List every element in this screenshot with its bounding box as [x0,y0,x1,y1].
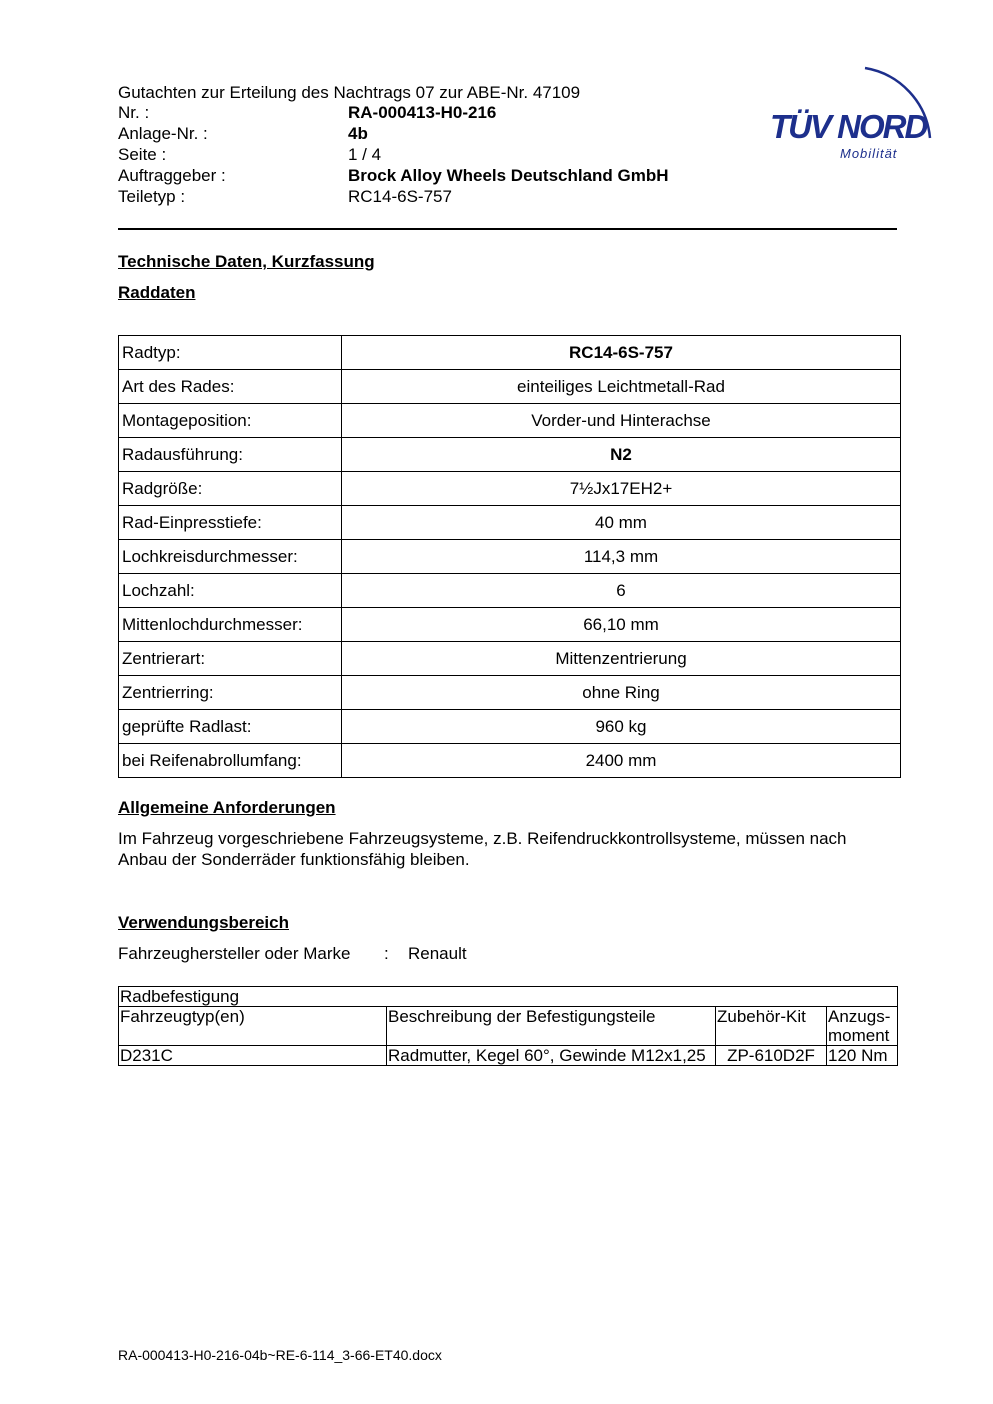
table-row [119,506,901,540]
header-value: Brock Alloy Wheels Deutschland GmbH [348,166,669,185]
raddaten-label: Rad-Einpresstiefe: [119,506,342,540]
section-heading-general: Allgemeine Anforderungen [118,798,336,817]
table-cell: 120 Nm [827,1046,898,1066]
header-value: RA-000413-H0-216 [348,103,497,122]
table-cell: ZP-610D2F [716,1046,827,1066]
raddaten-value: Mittenzentrierung [342,642,901,676]
header-value: RC14-6S-757 [348,187,452,206]
table-cell: D231C [119,1046,387,1066]
table-row [119,336,901,370]
section-heading-raddaten: Raddaten [118,283,196,302]
raddaten-label: Lochkreisdurchmesser: [119,540,342,574]
header-label: Teiletyp : [118,187,186,206]
table-row [119,370,901,404]
tuv-nord-logo [770,60,945,170]
column-header: Fahrzeugtyp(en) [119,1007,387,1046]
raddaten-label: Art des Rades: [119,370,342,404]
raddaten-label: Lochzahl: [119,574,342,608]
header-row-anlage [118,123,669,144]
manufacturer-separator: : [384,944,389,963]
header-row-seite [118,144,669,165]
raddaten-label: Mittenlochdurchmesser: [119,608,342,642]
column-header: Beschreibung der Befestigungsteile [387,1007,716,1046]
raddaten-label: geprüfte Radlast: [119,710,342,744]
raddaten-value: ohne Ring [342,676,901,710]
manufacturer-value: Renault [408,944,467,963]
raddaten-table [118,335,901,778]
table-row [119,642,901,676]
table-cell: Radmutter, Kegel 60°, Gewinde M12x1,25 [387,1046,716,1066]
header-row-teiletyp [118,186,669,207]
footer-filename: RA-000413-H0-216-04b~RE-6-114_3-66-ET40.docx [118,1347,442,1363]
table-row [119,404,901,438]
raddaten-label: Montageposition: [119,404,342,438]
raddaten-value: 960 kg [342,710,901,744]
raddaten-value: Vorder-und Hinterachse [342,404,901,438]
table-row [119,676,901,710]
raddaten-value: 66,10 mm [342,608,901,642]
raddaten-label: Zentrierart: [119,642,342,676]
header-label: Nr. : [118,103,150,122]
table-row [119,710,901,744]
header-label: Seite : [118,145,167,164]
table-row [119,438,901,472]
raddaten-value: 2400 mm [342,744,901,778]
header-fields [118,102,669,207]
raddaten-value: 6 [342,574,901,608]
raddaten-label: Zentrierring: [119,676,342,710]
table-row [119,1046,898,1066]
header-row-auftraggeber [118,165,669,186]
table-row [119,540,901,574]
raddaten-value: RC14-6S-757 [342,336,901,370]
raddaten-label: Radausführung: [119,438,342,472]
table-row [119,574,901,608]
raddaten-value: 114,3 mm [342,540,901,574]
header-row-nr [118,102,669,123]
section-heading-technical: Technische Daten, Kurzfassung [118,252,375,271]
header-label: Auftraggeber : [118,166,226,185]
table-row [119,744,901,778]
manufacturer-label: Fahrzeughersteller oder Marke [118,944,351,963]
column-header: Zubehör-Kit [716,1007,827,1046]
radbefestigung-table [118,986,898,1066]
header-label: Anlage-Nr. : [118,124,208,143]
raddaten-label: Radgröße: [119,472,342,506]
raddaten-value: einteiliges Leichtmetall-Rad [342,370,901,404]
general-requirements-text: Im Fahrzeug vorgeschriebene Fahrzeugsysteme, z.B. Reifendruckkontrollsysteme, müssen nach Anbau der Sonderräder funktionsfähig bleiben. [118,829,847,869]
header-divider [118,228,897,230]
table-row [119,472,901,506]
header-value: 1 / 4 [348,145,382,164]
raddaten-value: N2 [342,438,901,472]
section-heading-usage: Verwendungsbereich [118,913,289,932]
logo-wordmark: TÜV NORD [770,108,927,145]
raddaten-label: bei Reifenabrollumfang: [119,744,342,778]
header-value: 4b [348,124,368,143]
logo-subtitle: Mobilität [840,146,898,161]
raddaten-value: 7½Jx17EH2+ [342,472,901,506]
document-title: Gutachten zur Erteilung des Nachtrags 07 zur ABE-Nr. 47109 [118,83,581,102]
radbefestigung-title: Radbefestigung [119,987,898,1007]
column-header: Anzugs-moment [827,1007,898,1046]
table-row [119,608,901,642]
raddaten-label: Radtyp: [119,336,342,370]
raddaten-value: 40 mm [342,506,901,540]
table-header-row [119,1007,898,1046]
manufacturer-line [118,944,467,964]
